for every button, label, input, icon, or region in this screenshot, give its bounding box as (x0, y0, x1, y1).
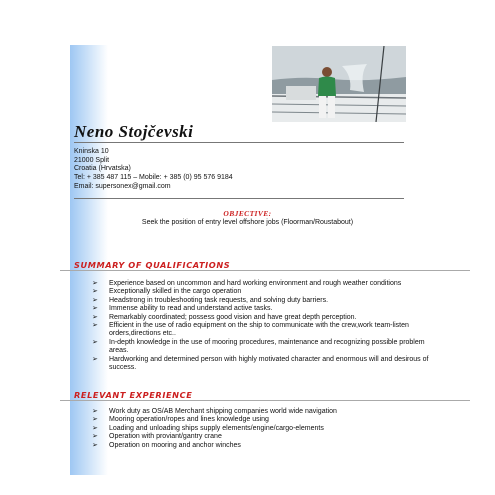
list-item: ➢ Exceptionally skilled in the cargo operation (92, 288, 242, 296)
address-street: Kninska 10 (74, 148, 109, 155)
list-item: ➢ Work duty as OS/AB Merchant shipping companies world wide navigation (92, 408, 337, 415)
list-item: ➢ Headstrong in troubleshooting task requests, and solving duty barriers. (92, 296, 329, 304)
profile-photo (272, 46, 406, 122)
arrow-bullet-icon: ➢ (92, 296, 98, 304)
list-item: ➢ Remarkably coordinated; possess good vision and have great depth perception. (92, 313, 357, 321)
arrow-bullet-icon: ➢ (92, 408, 98, 415)
list-item: ➢ Experience based on uncommon and hard working environment and rough weather conditions (92, 280, 402, 287)
list-item: ➢ Mooring operation/ropes and lines knowledge using (92, 416, 269, 424)
contact-divider (74, 198, 404, 199)
phone-line: Tel: + 385 487 115 – Mobile: + 385 (0) 95 576 9184 (74, 174, 233, 182)
list-item: ➢ In-depth knowledge in the use of mooring procedures, maintenance and recognizing possible problem areas. (92, 338, 425, 355)
experience-list (92, 408, 432, 450)
summary-list (92, 280, 432, 372)
address-city: 21000 Split (74, 156, 110, 164)
arrow-bullet-icon: ➢ (92, 288, 98, 296)
arrow-bullet-icon: ➢ (92, 441, 98, 449)
summary-top-rule (60, 270, 470, 271)
arrow-bullet-icon: ➢ (92, 433, 98, 441)
arrow-bullet-icon: ➢ (92, 338, 98, 346)
contact-block (74, 148, 233, 192)
objective-heading: OBJECTIVE: (223, 209, 272, 218)
arrow-bullet-icon: ➢ (92, 355, 98, 363)
list-item: ➢ Loading and unloading ships supply elements/engine/cargo-elements (92, 424, 324, 432)
objective-text: Seek the position of entry level offshore jobs (Floorman/Roustabout) (141, 219, 354, 226)
list-item: ➢ Hardworking and determined person with highly motivated character and enormous will and desirous of success. (92, 355, 429, 372)
arrow-bullet-icon: ➢ (92, 322, 98, 330)
summary-heading: SUMMARY OF QUALIFICATIONS (74, 260, 231, 270)
arrow-bullet-icon: ➢ (92, 305, 98, 313)
list-item: ➢ Efficient in the use of radio equipment on the ship to communicate with the crew,work team-listen orders,directions etc.. (92, 322, 409, 338)
candidate-name: Neno Stojčevski (74, 122, 194, 141)
arrow-bullet-icon: ➢ (92, 280, 98, 287)
list-item: ➢ Operation with proviant/gantry crane (92, 433, 222, 441)
experience-top-rule (60, 400, 470, 401)
arrow-bullet-icon: ➢ (92, 416, 98, 424)
address-country: Croatia (Hrvatska) (74, 165, 131, 173)
email-line: Email: supersonex@gmail.com (74, 182, 171, 190)
list-item: ➢ Operation on mooring and anchor winches (92, 441, 241, 449)
arrow-bullet-icon: ➢ (92, 424, 98, 432)
arrow-bullet-icon: ➢ (92, 313, 98, 321)
experience-heading: RELEVANT EXPERIENCE (74, 390, 193, 400)
name-divider (74, 142, 404, 143)
list-item: ➢ Immense ability to read and understand active tasks. (92, 305, 273, 313)
